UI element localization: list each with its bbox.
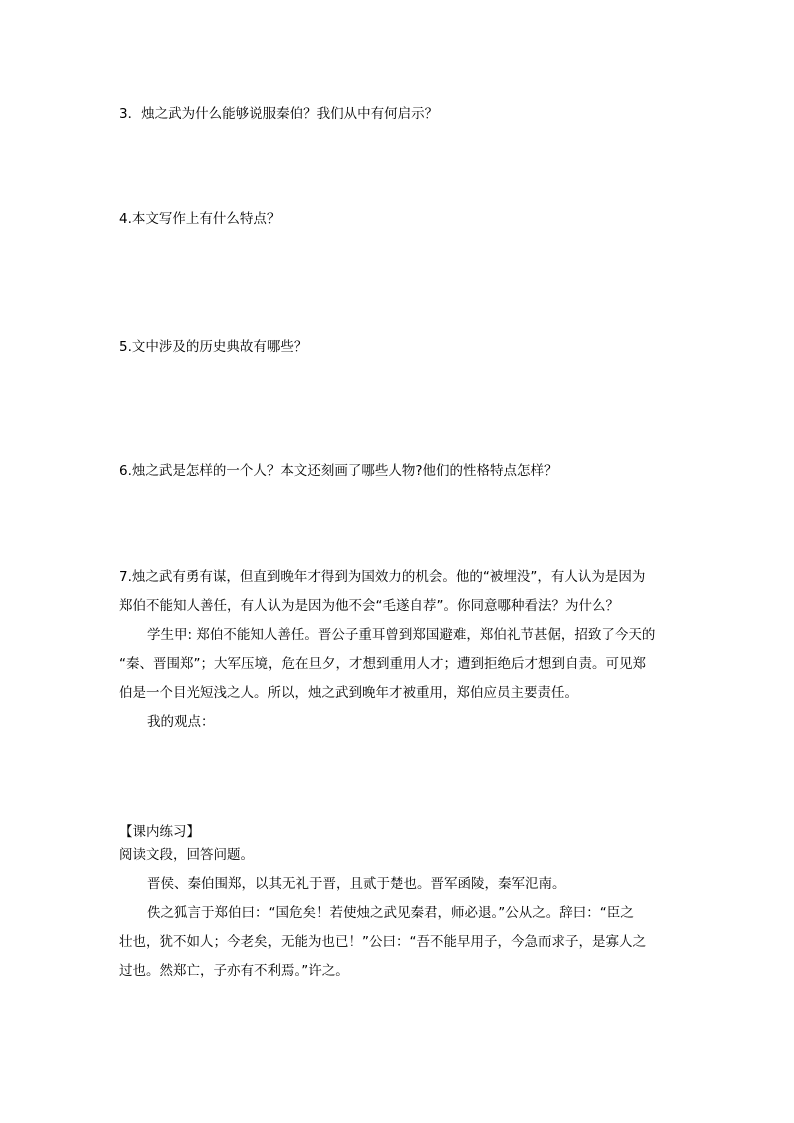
exercise-section	[119, 818, 679, 986]
question-6: 6.烛之武是怎样的一个人？本文还刻画了哪些人物?他们的性格特点怎样？	[119, 463, 558, 479]
student-answer-line-2: “秦、晋围郑”；大军压境，危在旦夕，才想到重用人才；遭到拒绝后才想到自责。可见郑	[119, 656, 646, 672]
passage-line-2: 壮也，犹不如人；今老矣，无能为也已！”公曰：“吾不能早用子，今急而求子，是寡人之	[119, 934, 646, 950]
student-answer-line-1: 学生甲: 郑伯不能知人善任。晋公子重耳曾到郑国避难，郑伯礼节甚倨，招致了今天的	[147, 627, 656, 643]
question-3: 3．烛之武为什么能够说服秦伯？我们从中有何启示？	[119, 106, 439, 122]
student-answer-line-3: 伯是一个目光短浅之人。所以，烛之武到晚年才被重用，郑伯应员主要责任。	[119, 685, 578, 701]
passage-line-3: 过也。然郑亡，子亦有不利焉。”许之。	[119, 963, 349, 979]
question-7-line-1: 7.烛之武有勇有谋，但直到晚年才得到为国效力的机会。他的“被埋没”，有人认为是因为	[119, 569, 646, 585]
passage-paragraph-1: 晋侯、秦伯围郑，以其无礼于晋，且贰于楚也。晋军函陵，秦军氾南。	[147, 876, 566, 892]
exercise-heading: 【课内练习】	[119, 824, 200, 840]
question-7-line-2: 郑伯不能知人善任，有人认为是因为他不会“毛遂自荐”。你同意哪种看法？为什么？	[119, 598, 619, 614]
question-4: 4.本文写作上有什么特点？	[119, 211, 281, 227]
exercise-instruction: 阅读文段，回答问题。	[119, 847, 254, 863]
my-view-label: 我的观点：	[147, 714, 215, 730]
question-5: 5.文中涉及的历史典故有哪些？	[119, 339, 308, 355]
question-7	[119, 563, 679, 737]
passage-line-1: 佚之狐言于郑伯曰：“国危矣！若使烛之武见秦君，师必退。”公从之。辞曰：“臣之	[147, 905, 634, 921]
